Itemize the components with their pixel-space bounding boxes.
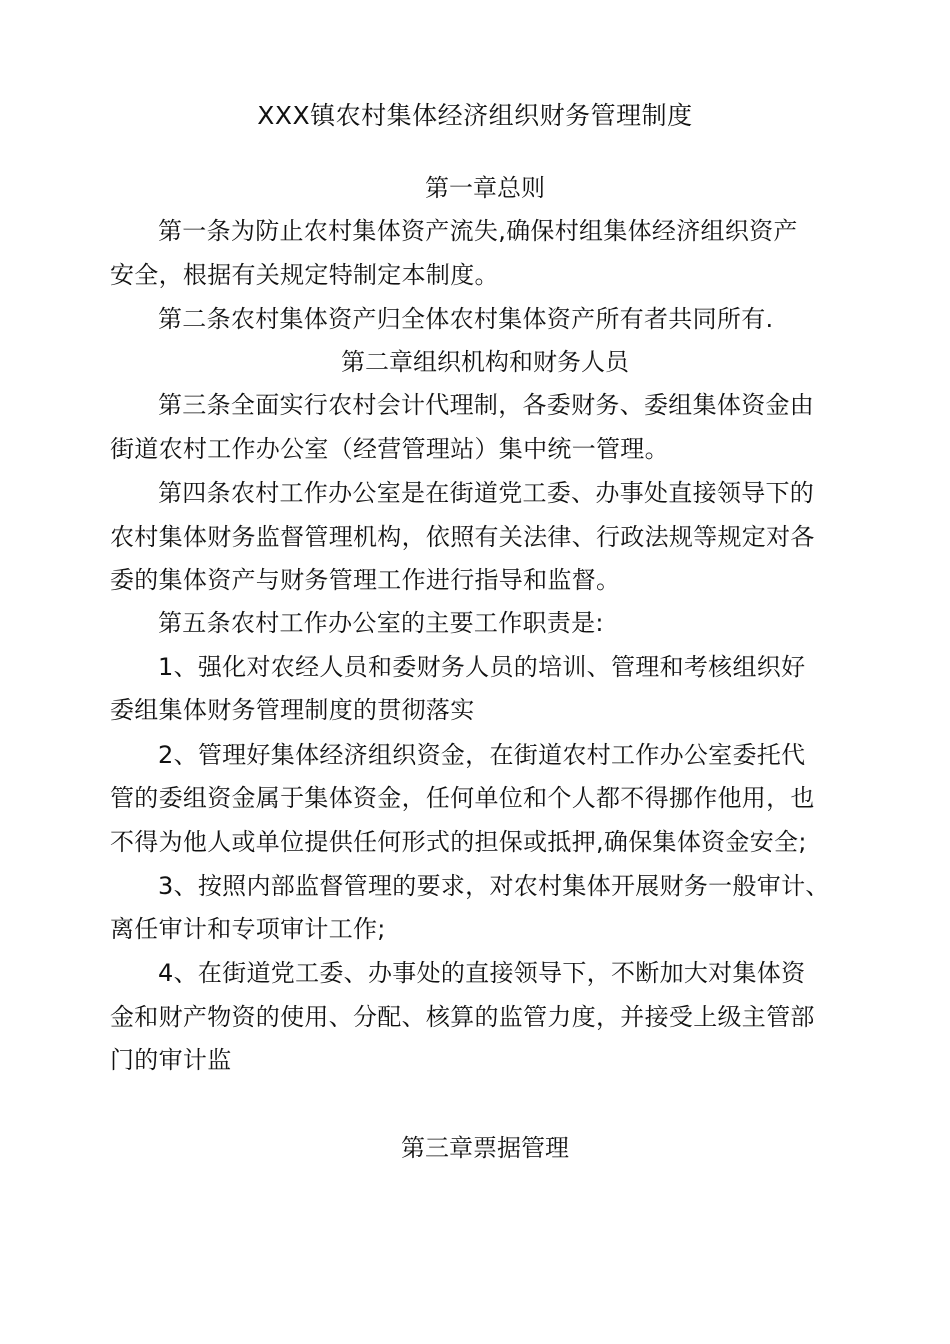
duty-4-line-3: 门的审计监 (110, 1046, 232, 1074)
article-3-line-1: 第三条全面实行农村会计代理制，各委财务、委组集体资金由 (158, 391, 815, 419)
article-3-line-2: 街道农村工作办公室（经营管理站）集中统一管理。 (110, 435, 669, 463)
duty-1-line-1: 1、强化对农经人员和委财务人员的培训、管理和考核组织好 (158, 653, 806, 681)
duty-2-line-3: 不得为他人或单位提供任何形式的担保或抵押,确保集体资金安全; (110, 828, 807, 856)
duty-4-line-1: 4、在街道党工委、办事处的直接领导下，不断加大对集体资 (158, 959, 806, 987)
duty-4-line-2: 金和财产物资的使用、分配、核算的监管力度，并接受上级主管部 (110, 1003, 815, 1031)
article-1-line-2: 安全，根据有关规定特制定本制度。 (110, 261, 499, 289)
duty-3-line-2: 离任审计和专项审计工作; (110, 915, 386, 943)
article-4-line-3: 委的集体资产与财务管理工作进行指导和监督。 (110, 566, 621, 594)
duty-1-line-2: 委组集体财务管理制度的贯彻落实 (110, 696, 475, 724)
chapter-1-heading: 第一章总则 (425, 174, 545, 202)
article-1-line-1: 第一条为防止农村集体资产流失,确保村组集体经济组织资产 (158, 217, 798, 245)
duty-3-line-1: 3、按照内部监督管理的要求，对农村集体开展财务一般审计、 (158, 872, 830, 900)
duty-2-line-2: 管的委组资金属于集体资金，任何单位和个人都不得挪作他用，也 (110, 784, 815, 812)
chapter-2-heading: 第二章组织机构和财务人员 (341, 348, 629, 376)
article-4-line-2: 农村集体财务监督管理机构，依照有关法律、行政法规等规定对各 (110, 523, 815, 551)
document-title: XXX镇农村集体经济组织财务管理制度 (257, 101, 693, 130)
duty-2-line-1: 2、管理好集体经济组织资金，在街道农村工作办公室委托代 (158, 741, 806, 769)
article-4-line-1: 第四条农村工作办公室是在街道党工委、办事处直接领导下的 (158, 479, 815, 507)
chapter-3-heading: 第三章票据管理 (401, 1134, 569, 1162)
article-2: 第二条农村集体资产归全体农村集体资产所有者共同所有. (158, 305, 774, 333)
article-5: 第五条农村工作办公室的主要工作职责是: (158, 609, 604, 637)
